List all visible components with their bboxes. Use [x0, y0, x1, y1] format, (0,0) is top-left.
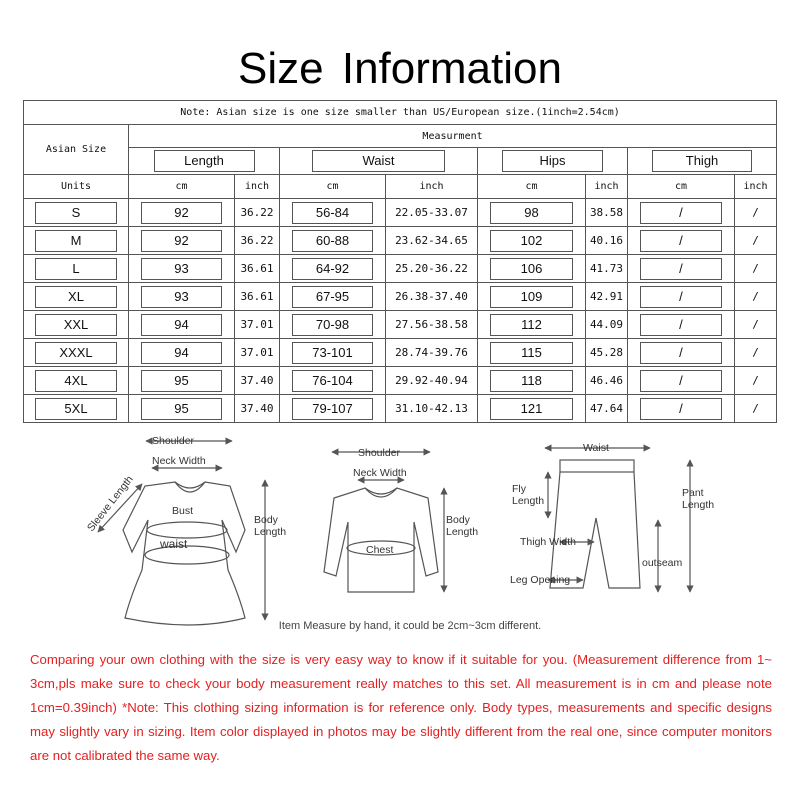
cell-value: / [640, 258, 723, 280]
shirt-body-length-label: Body Length [446, 514, 479, 538]
cell-value: 27.56-38.58 [395, 318, 468, 331]
cell-value: 45.28 [589, 346, 624, 359]
cell-value: 93 [141, 258, 223, 280]
value-cell [235, 367, 280, 395]
cell-value: 121 [490, 398, 573, 420]
cell-value: 60-88 [292, 230, 374, 252]
cell-value: 47.64 [589, 402, 624, 415]
cell-value: 64-92 [292, 258, 374, 280]
value-cell [735, 227, 777, 255]
value-cell [586, 283, 628, 311]
cell-value: 37.01 [240, 346, 274, 359]
cell-value: 112 [490, 314, 573, 336]
value-cell [129, 199, 235, 227]
cell-value: 28.74-39.76 [395, 346, 468, 359]
cell-value: 94 [141, 314, 223, 336]
unit-cell: cm [129, 175, 235, 199]
size-label: XXL [35, 314, 116, 336]
value-cell [586, 255, 628, 283]
cell-value: 102 [490, 230, 573, 252]
cell-value: 115 [490, 342, 573, 364]
pants-waist-label: Waist [583, 442, 609, 454]
value-cell [129, 283, 235, 311]
group-label: Length [154, 150, 255, 172]
size-label: 5XL [35, 398, 116, 420]
unit-cell: cm [478, 175, 586, 199]
cell-value: 26.38-37.40 [395, 290, 468, 303]
size-cell [24, 227, 129, 255]
cell-value: 73-101 [292, 342, 374, 364]
shirt-chest-label: Chest [366, 544, 394, 556]
value-cell [129, 311, 235, 339]
value-cell [735, 311, 777, 339]
size-cell [24, 199, 129, 227]
page-title: Size Information [238, 44, 562, 93]
cell-value: 40.16 [589, 234, 624, 247]
cell-value: 76-104 [292, 370, 374, 392]
cell-value: / [752, 318, 759, 331]
value-cell [386, 311, 478, 339]
cell-value: / [640, 314, 723, 336]
cell-value: 44.09 [589, 318, 624, 331]
dress-waist-label: waist [160, 537, 188, 551]
cell-value: 36.61 [240, 290, 274, 303]
units-header: Units [24, 175, 129, 199]
value-cell [628, 395, 735, 423]
cell-value: 22.05-33.07 [395, 206, 468, 219]
size-cell [24, 311, 129, 339]
table-row [24, 255, 777, 283]
value-cell [386, 283, 478, 311]
size-label: M [35, 230, 116, 252]
dress-neck-width-label: Neck Width [152, 455, 206, 467]
cell-value: / [752, 374, 759, 387]
value-cell [129, 395, 235, 423]
value-cell [386, 367, 478, 395]
group-label: Hips [502, 150, 602, 172]
unit-cell: inch [735, 175, 777, 199]
size-label: L [35, 258, 116, 280]
group-header-hips [478, 148, 628, 175]
value-cell [628, 199, 735, 227]
size-label: 4XL [35, 370, 116, 392]
cell-value: 95 [141, 398, 223, 420]
measurement-diagrams [0, 420, 800, 640]
unit-cell: cm [628, 175, 735, 199]
cell-value: 70-98 [292, 314, 374, 336]
value-cell [628, 227, 735, 255]
value-cell [586, 199, 628, 227]
table-row [24, 367, 777, 395]
size-cell [24, 255, 129, 283]
value-cell [735, 395, 777, 423]
unit-cell: inch [235, 175, 280, 199]
value-cell [235, 227, 280, 255]
cell-value: 56-84 [292, 202, 374, 224]
shirt-shoulder-label: Shoulder [358, 447, 401, 459]
size-table [23, 100, 777, 423]
size-cell [24, 283, 129, 311]
cell-value: / [640, 286, 723, 308]
group-header-waist [280, 148, 478, 175]
size-cell [24, 367, 129, 395]
group-header-thigh [628, 148, 777, 175]
value-cell [478, 199, 586, 227]
size-label: XL [35, 286, 116, 308]
value-cell [386, 255, 478, 283]
group-label: Waist [312, 150, 444, 172]
value-cell [280, 227, 386, 255]
dress-body-length-label: Body Length [254, 514, 287, 538]
cell-value: 42.91 [589, 290, 624, 303]
measurement-header: Measurment [129, 125, 777, 148]
value-cell [735, 199, 777, 227]
dress-bust-label: Bust [172, 505, 194, 517]
value-cell [478, 283, 586, 311]
value-cell [478, 311, 586, 339]
table-row [24, 311, 777, 339]
value-cell [586, 311, 628, 339]
cell-value: 36.61 [240, 262, 274, 275]
cell-value: / [640, 230, 723, 252]
cell-value: 92 [141, 230, 223, 252]
value-cell [386, 339, 478, 367]
value-cell [386, 227, 478, 255]
cell-value: 118 [490, 370, 573, 392]
value-cell [235, 339, 280, 367]
pants-thigh-width-label: Thigh Width [520, 536, 577, 548]
size-label: XXXL [35, 342, 116, 364]
value-cell [235, 255, 280, 283]
unit-cell: cm [280, 175, 386, 199]
value-cell [280, 255, 386, 283]
value-cell [478, 255, 586, 283]
cell-value: 67-95 [292, 286, 374, 308]
value-cell [235, 395, 280, 423]
value-cell [735, 283, 777, 311]
cell-value: 29.92-40.94 [395, 374, 468, 387]
dress-diagram [98, 441, 265, 625]
cell-value: / [752, 206, 759, 219]
size-disclaimer: Comparing your own clothing with the size is very easy way to know if it suitable for you. (Measurement difference from 1~ 3cm,pls make sure to check your body measurement really matches to this set. All measurement is in cm and please note 1cm=0.39inch) *Note: This clothing sizing information is for reference only. Body types, measurements and specific designs may slightly vary in sizing. Item color displayed in photos may be slightly different from the real one, since computer monitors are not calibrated the same way. [30, 652, 772, 763]
pants-leg-opening-label: Leg Opening [510, 574, 571, 586]
value-cell [386, 199, 478, 227]
cell-value: 46.46 [589, 374, 624, 387]
cell-value: / [640, 202, 723, 224]
dress-shoulder-label: Shoulder [152, 435, 195, 447]
table-row [24, 395, 777, 423]
value-cell [735, 339, 777, 367]
cell-value: 109 [490, 286, 573, 308]
asian-size-header: Asian Size [24, 125, 129, 175]
group-header-length [129, 148, 280, 175]
cell-value: 25.20-36.22 [395, 262, 468, 275]
value-cell [628, 367, 735, 395]
table-row [24, 227, 777, 255]
size-cell [24, 339, 129, 367]
value-cell [628, 339, 735, 367]
cell-value: / [752, 234, 759, 247]
cell-value: 37.01 [240, 318, 274, 331]
cell-value: 36.22 [240, 234, 274, 247]
shirt-neck-width-label: Neck Width [353, 467, 407, 479]
pants-fly-length-label: Fly Length [512, 483, 545, 507]
value-cell [280, 199, 386, 227]
group-label: Thigh [652, 150, 752, 172]
cell-value: 38.58 [589, 206, 624, 219]
cell-value: 94 [141, 342, 223, 364]
size-note: Note: Asian size is one size smaller than US/European size.(1inch=2.54cm) [24, 101, 777, 125]
value-cell [478, 367, 586, 395]
cell-value: 98 [490, 202, 573, 224]
size-label: S [35, 202, 116, 224]
value-cell [280, 367, 386, 395]
cell-value: 92 [141, 202, 223, 224]
table-row [24, 339, 777, 367]
cell-value: / [752, 290, 759, 303]
value-cell [628, 255, 735, 283]
unit-cell: inch [386, 175, 478, 199]
value-cell [735, 255, 777, 283]
value-cell [129, 367, 235, 395]
value-cell [280, 339, 386, 367]
value-cell [129, 255, 235, 283]
cell-value: 36.22 [240, 206, 274, 219]
value-cell [628, 311, 735, 339]
value-cell [478, 227, 586, 255]
value-cell [628, 283, 735, 311]
value-cell [129, 227, 235, 255]
value-cell [129, 339, 235, 367]
value-cell [235, 283, 280, 311]
measurement-caption: Item Measure by hand, it could be 2cm~3cm different. [278, 620, 542, 632]
pants-diagram [545, 448, 690, 592]
value-cell [280, 311, 386, 339]
pants-pant-length-label: Pant Length [682, 487, 715, 511]
value-cell [280, 283, 386, 311]
dress-sleeve-length-label: Sleeve Length [84, 473, 136, 534]
cell-value: / [752, 262, 759, 275]
table-row [24, 283, 777, 311]
value-cell [586, 339, 628, 367]
value-cell [586, 395, 628, 423]
cell-value: / [640, 342, 723, 364]
table-row [24, 199, 777, 227]
cell-value: 106 [490, 258, 573, 280]
cell-value: 37.40 [240, 402, 274, 415]
value-cell [235, 199, 280, 227]
size-cell [24, 395, 129, 423]
value-cell [478, 339, 586, 367]
cell-value: 93 [141, 286, 223, 308]
unit-cell: inch [586, 175, 628, 199]
cell-value: 41.73 [589, 262, 624, 275]
cell-value: 23.62-34.65 [395, 234, 468, 247]
cell-value: 95 [141, 370, 223, 392]
value-cell [735, 367, 777, 395]
cell-value: / [640, 370, 723, 392]
cell-value: 31.10-42.13 [395, 402, 468, 415]
cell-value: / [752, 402, 759, 415]
value-cell [586, 367, 628, 395]
cell-value: / [752, 346, 759, 359]
cell-value: / [640, 398, 723, 420]
value-cell [386, 395, 478, 423]
value-cell [586, 227, 628, 255]
value-cell [280, 395, 386, 423]
cell-value: 37.40 [240, 374, 274, 387]
value-cell [235, 311, 280, 339]
pants-outseam-label: outseam [642, 557, 683, 569]
value-cell [478, 395, 586, 423]
cell-value: 79-107 [292, 398, 374, 420]
